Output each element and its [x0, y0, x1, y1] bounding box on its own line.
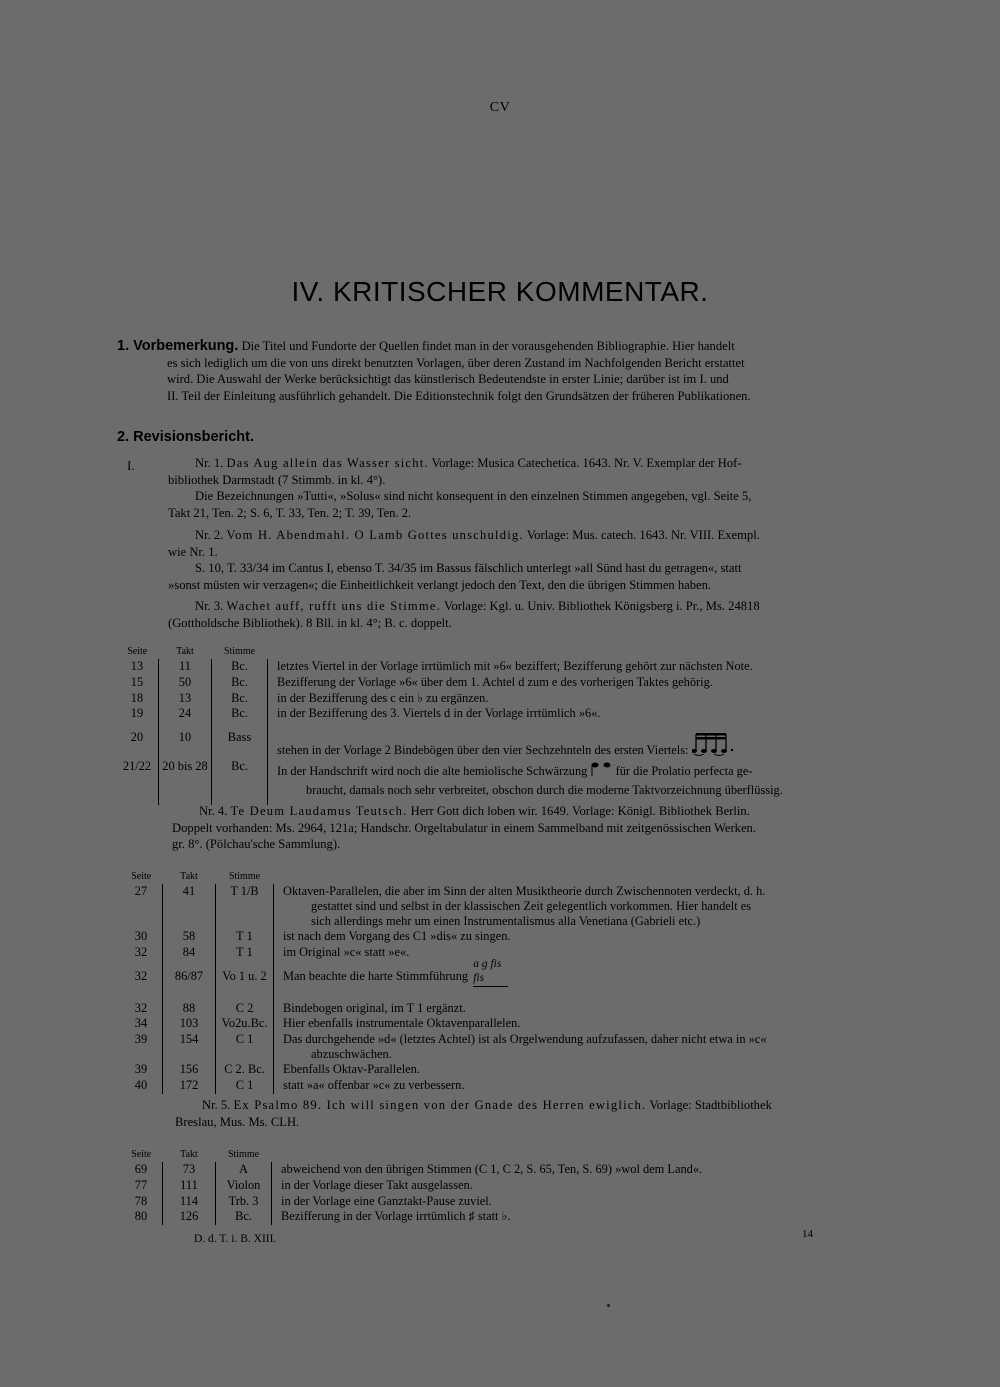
- cell-stimme: T 1: [216, 929, 274, 945]
- table-row: [120, 1001, 886, 1017]
- cell-seite: 80: [120, 1209, 163, 1225]
- entry-number: Nr. 4.: [199, 804, 228, 818]
- vorbemerkung-line: es sich lediglich um die von uns direkt benutzten Vorlagen, über deren Zustand im Nachfolgenden Bericht erstattet: [167, 355, 745, 370]
- cell-text: Bezifferung der Vorlage »6« über dem 1. Achtel d zum e des vorherigen Taktes gehörig.: [277, 674, 713, 689]
- cell-takt: 24: [159, 706, 212, 722]
- cell-text-content: für die Prolatio perfecta ge-: [615, 763, 753, 778]
- cell-stimme: A: [216, 1162, 272, 1178]
- cell-text: Hier ebenfalls instrumentale Oktavenparallelen.: [283, 1016, 521, 1031]
- cell-takt: 11: [159, 659, 212, 675]
- cell-stimme: Violon: [216, 1178, 272, 1194]
- entry-nr4: [172, 803, 884, 853]
- cell-text-content: stehen in der Vorlage 2 Bindebögen über den vier Sechzehnteln des ersten Viertels:: [277, 743, 689, 758]
- entry-line: [175, 1097, 887, 1114]
- cell-seite: 20: [116, 722, 159, 759]
- table-row: [120, 1062, 886, 1078]
- cell-takt: 126: [163, 1209, 216, 1225]
- cell-text-content: sich allerdings mehr um einen Instrumentalismus alla Venetiana (Gabrieli etc.): [311, 914, 701, 928]
- cell-takt: 10: [159, 722, 212, 759]
- cell-stimme: C 1: [216, 1078, 274, 1094]
- cell-stimme: C 2. Bc.: [216, 1062, 274, 1078]
- cell-seite: 27: [120, 884, 163, 929]
- entry-number: Nr. 1.: [195, 456, 224, 470]
- entry-number: Nr. 5.: [202, 1098, 231, 1112]
- cell-seite: 21/22: [116, 759, 159, 779]
- page-title: IV. KRITISCHER KOMMENTAR.: [291, 276, 709, 307]
- cell-takt: 73: [163, 1162, 216, 1178]
- cell-seite: [116, 779, 159, 805]
- cell-takt: 88: [163, 1001, 216, 1017]
- entry-title: Das Aug allein das Wasser sicht.: [226, 456, 429, 470]
- cell-stimme: Bc.: [216, 1209, 272, 1225]
- entry-line: [172, 803, 884, 820]
- cell-stimme: Bass: [212, 722, 268, 759]
- entry-line: wie Nr. 1.: [168, 544, 218, 559]
- cell-stimme: Vo2u.Bc.: [216, 1016, 274, 1032]
- cell-stimme: T 1: [216, 945, 274, 961]
- cell-takt: 172: [163, 1078, 216, 1094]
- vorbemerkung-line: wird. Die Auswahl der Werke berücksichtigt das künstlerisch Bedeutendste in erster Linie; darüber ist im I. und: [167, 372, 729, 386]
- voice-leading-upper: a g fis: [473, 957, 502, 970]
- column-header-takt: Takt: [180, 871, 198, 882]
- cell-takt: 154: [163, 1032, 216, 1062]
- page-number: CV: [489, 100, 511, 115]
- cell-text: [268, 722, 887, 759]
- column-header-stimme: Stimme: [228, 871, 261, 882]
- entry-number: Nr. 3.: [195, 599, 224, 613]
- table-nr5: [120, 1148, 886, 1225]
- table-row: [120, 1078, 886, 1094]
- section-roman-numeral: I.: [127, 458, 135, 473]
- cell-seite: 13: [116, 659, 159, 675]
- cell-text-content: gestattet sind und selbst in der klassischen Zeit gelegentlich vorkommen. Hier handelt es: [311, 899, 752, 913]
- table-row: [116, 722, 886, 759]
- cell-stimme: C 2: [216, 1001, 274, 1017]
- vorbemerkung-line: II. Teil der Einleitung ausführlich gehandelt. Die Editionstechnik folgt den Grundsätzen der früheren Publikationen.: [167, 388, 751, 403]
- column-header-text: [272, 1148, 887, 1162]
- cell-takt: 20 bis 28: [159, 759, 212, 779]
- cell-stimme: Bc.: [212, 691, 268, 707]
- cell-text: letztes Viertel in der Vorlage irrtümlich mit »6« beziffert; Bezifferung gehört zur nächsten Note.: [277, 659, 753, 673]
- entry-nr5: [175, 1097, 887, 1130]
- cell-seite: 77: [120, 1178, 163, 1194]
- entry-text: Herr Gott dich loben wir. 1649. Vorlage: Königl. Bibliothek Berlin.: [410, 804, 750, 818]
- column-header-text: [268, 645, 887, 659]
- table-row: [120, 1016, 886, 1032]
- table-row: [120, 1194, 886, 1210]
- cell-text: im Original »c« statt »e«.: [283, 944, 410, 959]
- cell-text: [268, 759, 887, 779]
- cell-text: abweichend von den übrigen Stimmen (C 1, C 2, S. 65, Ten, S. 69) »wol dem Land«.: [281, 1162, 703, 1176]
- cell-text-content: Man beachte die harte Stimmführung: [283, 968, 469, 983]
- cell-seite: 78: [120, 1194, 163, 1210]
- cell-stimme: C 1: [216, 1032, 274, 1062]
- entry-line: Doppelt vorhanden: Ms. 2964, 121a; Handschr. Orgeltabulatur in einem Sammelband mit zeitgenössischen Werken.: [172, 820, 757, 835]
- cell-seite: 19: [116, 706, 159, 722]
- cell-text: in der Vorlage eine Ganztakt-Pause zuviel.: [281, 1193, 492, 1208]
- table-row: [116, 659, 886, 675]
- cell-takt: 50: [159, 675, 212, 691]
- cell-takt: 84: [163, 945, 216, 961]
- vorbemerkung-section: [117, 338, 882, 404]
- entry-line: gr. 8°. (Pölchau'sche Sammlung).: [172, 837, 341, 851]
- column-header-seite: Seite: [131, 871, 152, 882]
- table-row: [116, 675, 886, 691]
- speck-mark: [607, 1304, 610, 1307]
- cell-stimme: Vo 1 u. 2: [216, 961, 274, 1001]
- cell-seite: 39: [120, 1032, 163, 1062]
- cell-seite: 39: [120, 1062, 163, 1078]
- table-row: [116, 759, 886, 779]
- cell-stimme: Bc.: [212, 706, 268, 722]
- cell-text: [274, 884, 887, 929]
- entry-line: [168, 598, 880, 615]
- table-header-row: [116, 645, 886, 659]
- entry-line: [168, 455, 880, 472]
- footer-signature: D. d. T. i. B. XIII.: [194, 1233, 277, 1245]
- cell-seite: 30: [120, 929, 163, 945]
- blackened-notes-icon: [590, 759, 612, 777]
- entry-text: Vorlage: Stadtbibliothek: [649, 1098, 772, 1112]
- entry-nr1: [168, 455, 880, 521]
- entry-title: Wachet auff, rufft uns die Stimme.: [226, 599, 442, 613]
- column-header-text: [274, 870, 887, 884]
- table-header-row: [120, 1148, 886, 1162]
- cell-text-content: abzuschwächen.: [311, 1047, 392, 1062]
- cell-takt: 111: [163, 1178, 216, 1194]
- voice-leading-figure: [471, 957, 531, 989]
- cell-text: braucht, damals noch sehr verbreitet, obschon durch die moderne Taktvorzeichnung überflüssig.: [306, 782, 783, 797]
- cell-seite: 32: [120, 1001, 163, 1017]
- cell-takt: 41: [163, 884, 216, 929]
- table-row: [116, 691, 886, 707]
- entry-title: Vom H. Abendmahl. O Lamb Gottes unschuldig.: [226, 528, 524, 542]
- entry-text: Vorlage: Mus. catech. 1643. Nr. VIII. Exempl.: [526, 528, 760, 542]
- entry-number: Nr. 2.: [195, 528, 224, 542]
- cell-seite: 15: [116, 675, 159, 691]
- cell-stimme: Bc.: [212, 759, 268, 779]
- sixteenth-notes-icon: [692, 730, 736, 756]
- cell-text: in der Vorlage dieser Takt ausgelassen.: [281, 1177, 473, 1192]
- table-row: [120, 945, 886, 961]
- cell-text-content: In der Handschrift wird noch die alte hemiolische Schwärzung: [277, 763, 588, 778]
- cell-takt: [159, 779, 212, 805]
- table-row: [120, 929, 886, 945]
- entry-nr2: [168, 527, 880, 593]
- table-nr4: [120, 870, 886, 1094]
- table-row: [120, 1162, 886, 1178]
- entry-title: Te Deum Laudamus Teutsch.: [230, 804, 408, 818]
- column-header-stimme: Stimme: [227, 1149, 260, 1160]
- cell-seite: 32: [120, 945, 163, 961]
- entry-text: Vorlage: Musica Catechetica. 1643. Nr. V. Exemplar der Hof-: [431, 456, 742, 470]
- cell-text: statt »a« offenbar »c« zu verbessern.: [283, 1077, 465, 1092]
- cell-takt: 58: [163, 929, 216, 945]
- cell-text: Ebenfalls Oktav-Parallelen.: [283, 1062, 420, 1077]
- cell-text-content: Das durchgehende »d« (letztes Achtel) ist als Orgelwendung aufzufassen, daher nicht etwa in »c«: [283, 1032, 767, 1047]
- entry-text: Vorlage: Kgl. u. Univ. Bibliothek Königsberg i. Pr., Ms. 24818: [443, 599, 760, 613]
- entry-line: Takt 21, Ten. 2; S. 6, T. 33, Ten. 2; T. 39, Ten. 2.: [168, 505, 412, 520]
- table-row: [120, 1209, 886, 1225]
- entry-nr3: [168, 598, 880, 631]
- cell-stimme: Trb. 3: [216, 1194, 272, 1210]
- cell-text-content: Oktaven-Parallelen, die aber im Sinn der alten Musiktheorie durch Zwischennoten verdeckt, d. h.: [283, 884, 766, 898]
- cell-stimme: Bc.: [212, 659, 268, 675]
- cell-stimme: Bc.: [212, 675, 268, 691]
- table-row: [120, 1032, 886, 1062]
- table-row: [120, 884, 886, 929]
- cell-text: [274, 957, 887, 1001]
- entry-line: »sonst müsten wir verzagen«; die Einheitlichkeit verlangt jedoch den Text, den die übrigen Stimmen haben.: [168, 577, 712, 592]
- vorbemerkung-line: Die Titel und Fundorte der Quellen findet man in der vorausgehenden Bibliographie. Hier handelt: [241, 339, 735, 353]
- entry-line: (Gottholdsche Bibliothek). 8 Bll. in kl. 4°; B. c. doppelt.: [168, 615, 452, 630]
- cell-text: Bezifferung in der Vorlage irrtümlich ♯ statt ♭.: [281, 1209, 511, 1224]
- entry-title: Ex Psalmo 89. Ich will singen von der Gnade des Herren ewiglich.: [233, 1098, 647, 1112]
- cell-text: Bindebogen original, im T 1 ergänzt.: [283, 1000, 466, 1015]
- column-header-seite: Seite: [131, 1149, 152, 1160]
- table-row: [116, 706, 886, 722]
- cell-text: [274, 1032, 887, 1062]
- entry-line: S. 10, T. 33/34 im Cantus I, ebenso T. 34/35 im Bassus fälschlich unterlegt »all Sünd hast du getragen«, statt: [195, 561, 742, 575]
- cell-stimme: [212, 779, 268, 805]
- entry-line: [168, 527, 880, 544]
- table-nr3: [116, 645, 886, 805]
- cell-text: in der Bezifferung des 3. Viertels d in der Vorlage irrtümlich »6«.: [277, 706, 601, 721]
- cell-takt: 114: [163, 1194, 216, 1210]
- cell-takt: 86/87: [163, 961, 216, 1001]
- cell-takt: 103: [163, 1016, 216, 1032]
- cell-takt: 13: [159, 691, 212, 707]
- cell-seite: 40: [120, 1078, 163, 1094]
- table-row: [116, 779, 886, 805]
- revision-heading: 2. Revisionsbericht.: [117, 429, 254, 445]
- table-header-row: [120, 870, 886, 884]
- entry-line: Die Bezeichnungen »Tutti«, »Solus« sind nicht konsequent in den einzelnen Stimmen angegeben, vgl. Seite 5,: [195, 489, 752, 503]
- footer-sheet-number: 14: [802, 1228, 813, 1240]
- cell-text: in der Bezifferung des c ein ♭ zu ergänzen.: [277, 690, 489, 705]
- column-header-seite: Seite: [127, 646, 148, 657]
- entry-line: bibliothek Darmstadt (7 Stimmb. in kl. 4°).: [168, 472, 386, 487]
- cell-stimme: T 1/B: [216, 884, 274, 929]
- cell-seite: 69: [120, 1162, 163, 1178]
- column-header-stimme: Stimme: [223, 646, 256, 657]
- cell-seite: 32: [120, 961, 163, 1001]
- cell-takt: 156: [163, 1062, 216, 1078]
- voice-leading-lower: fis: [473, 971, 508, 988]
- cell-text: ist nach dem Vorgang des C1 »dis« zu singen.: [283, 929, 511, 943]
- cell-seite: 18: [116, 691, 159, 707]
- vorbemerkung-heading: 1. Vorbemerkung.: [117, 338, 239, 354]
- cell-seite: 34: [120, 1016, 163, 1032]
- table-row: [120, 961, 886, 1001]
- column-header-takt: Takt: [180, 1149, 198, 1160]
- entry-line: Breslau, Mus. Ms. CLH.: [175, 1114, 300, 1129]
- column-header-takt: Takt: [176, 646, 194, 657]
- table-row: [120, 1178, 886, 1194]
